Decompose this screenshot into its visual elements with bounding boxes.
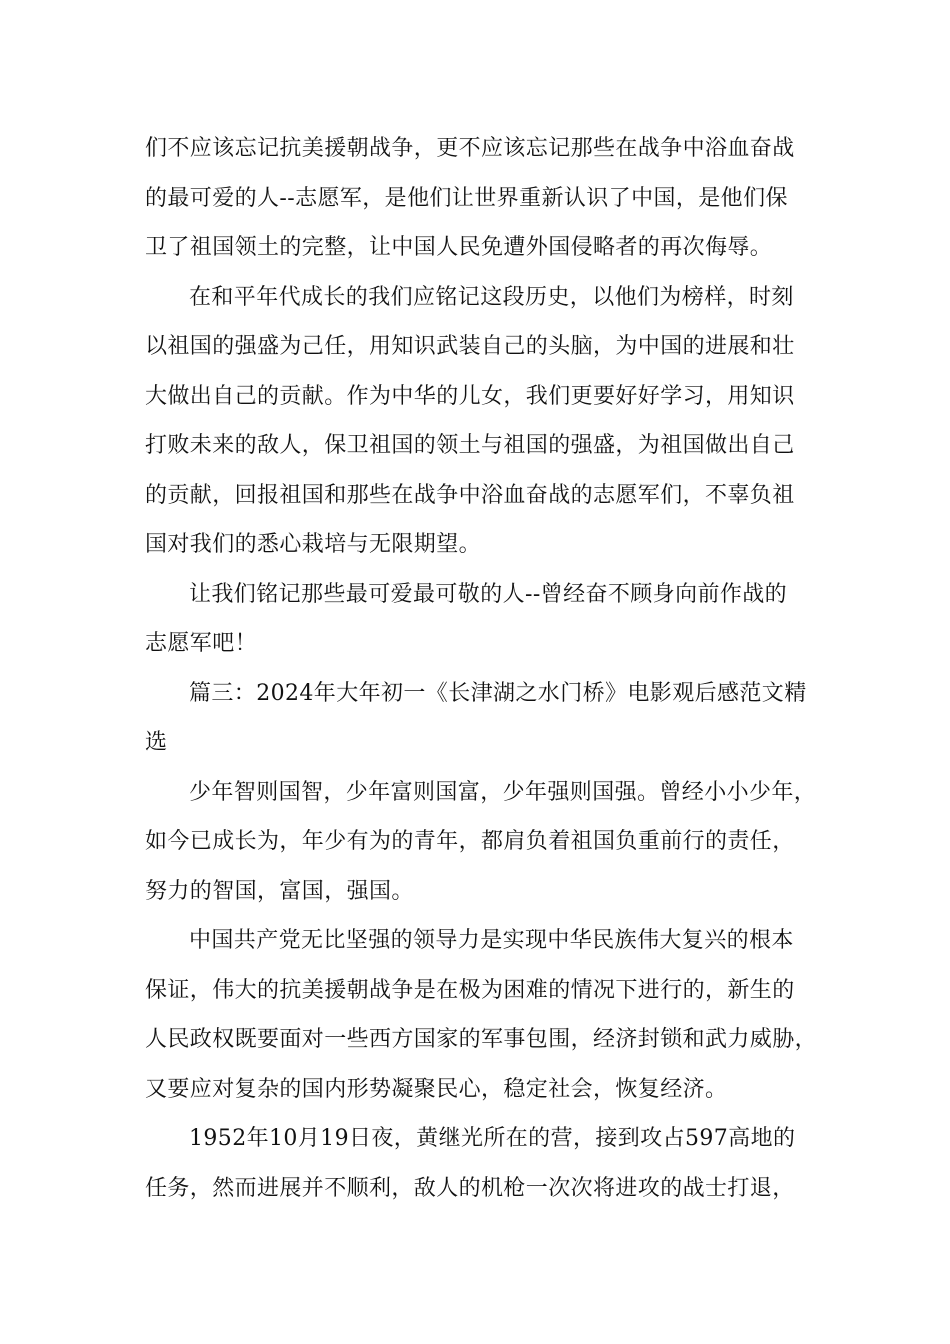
text-line: 篇三：2024年大年初一《长津湖之水门桥》电影观后感范文精: [189, 680, 807, 706]
text-line: 让我们铭记那些最可爱最可敬的人--曾经奋不顾身向前作战的: [189, 581, 788, 607]
text-line: 卫了祖国领土的完整，让中国人民免遭外国侵略者的再次侮辱。: [145, 235, 773, 260]
text-line: 的最可爱的人--志愿军，是他们让世界重新认识了中国，是他们保: [145, 185, 788, 211]
text-line: 任务，然而进展并不顺利，敌人的机枪一次次将进攻的战士打退，: [145, 1175, 795, 1201]
text-line: 国对我们的悉心栽培与无限期望。: [145, 532, 482, 557]
text-line: 中国共产党无比坚强的领导力是实现中华民族伟大复兴的根本: [189, 928, 794, 953]
text-line: 在和平年代成长的我们应铭记这段历史，以他们为榜样，时刻: [189, 284, 794, 310]
text-line: 大做出自己的贡献。作为中华的儿女，我们更要好好学习，用知识: [145, 383, 795, 409]
text-line: 人民政权既要面对一些西方国家的军事包围，经济封锁和武力威胁，: [145, 1027, 818, 1052]
text-line: 又要应对复杂的国内形势凝聚民心，稳定社会，恢复经济。: [145, 1076, 728, 1102]
text-line: 打败未来的敌人，保卫祖国的领土与祖国的强盛，为祖国做出自己: [145, 433, 795, 458]
text-line: 选: [145, 730, 168, 755]
text-line: 的贡献，回报祖国和那些在战争中浴血奋战的志愿军们，不辜负祖: [145, 482, 795, 508]
text-line: 少年智则国智，少年富则国富，少年强则国强。曾经小小少年，: [189, 779, 817, 805]
text-line: 1952年10月19日夜，黄继光所在的营，接到攻占597高地的: [189, 1126, 796, 1151]
text-line: 努力的智国，富国，强国。: [145, 878, 414, 904]
document-body: [145, 124, 818, 1213]
text-line: 们不应该忘记抗美援朝战争，更不应该忘记那些在战争中浴血奋战: [145, 136, 795, 161]
text-line: 以祖国的强盛为己任，用知识武装自己的头脑，为中国的进展和壮: [145, 334, 795, 359]
text-line: 志愿军吧！: [145, 631, 258, 656]
text-line: 保证，伟大的抗美援朝战争是在极为困难的情况下进行的，新生的: [145, 977, 795, 1003]
text-line: 如今已成长为，年少有为的青年，都肩负着祖国负重前行的责任，: [145, 829, 795, 854]
